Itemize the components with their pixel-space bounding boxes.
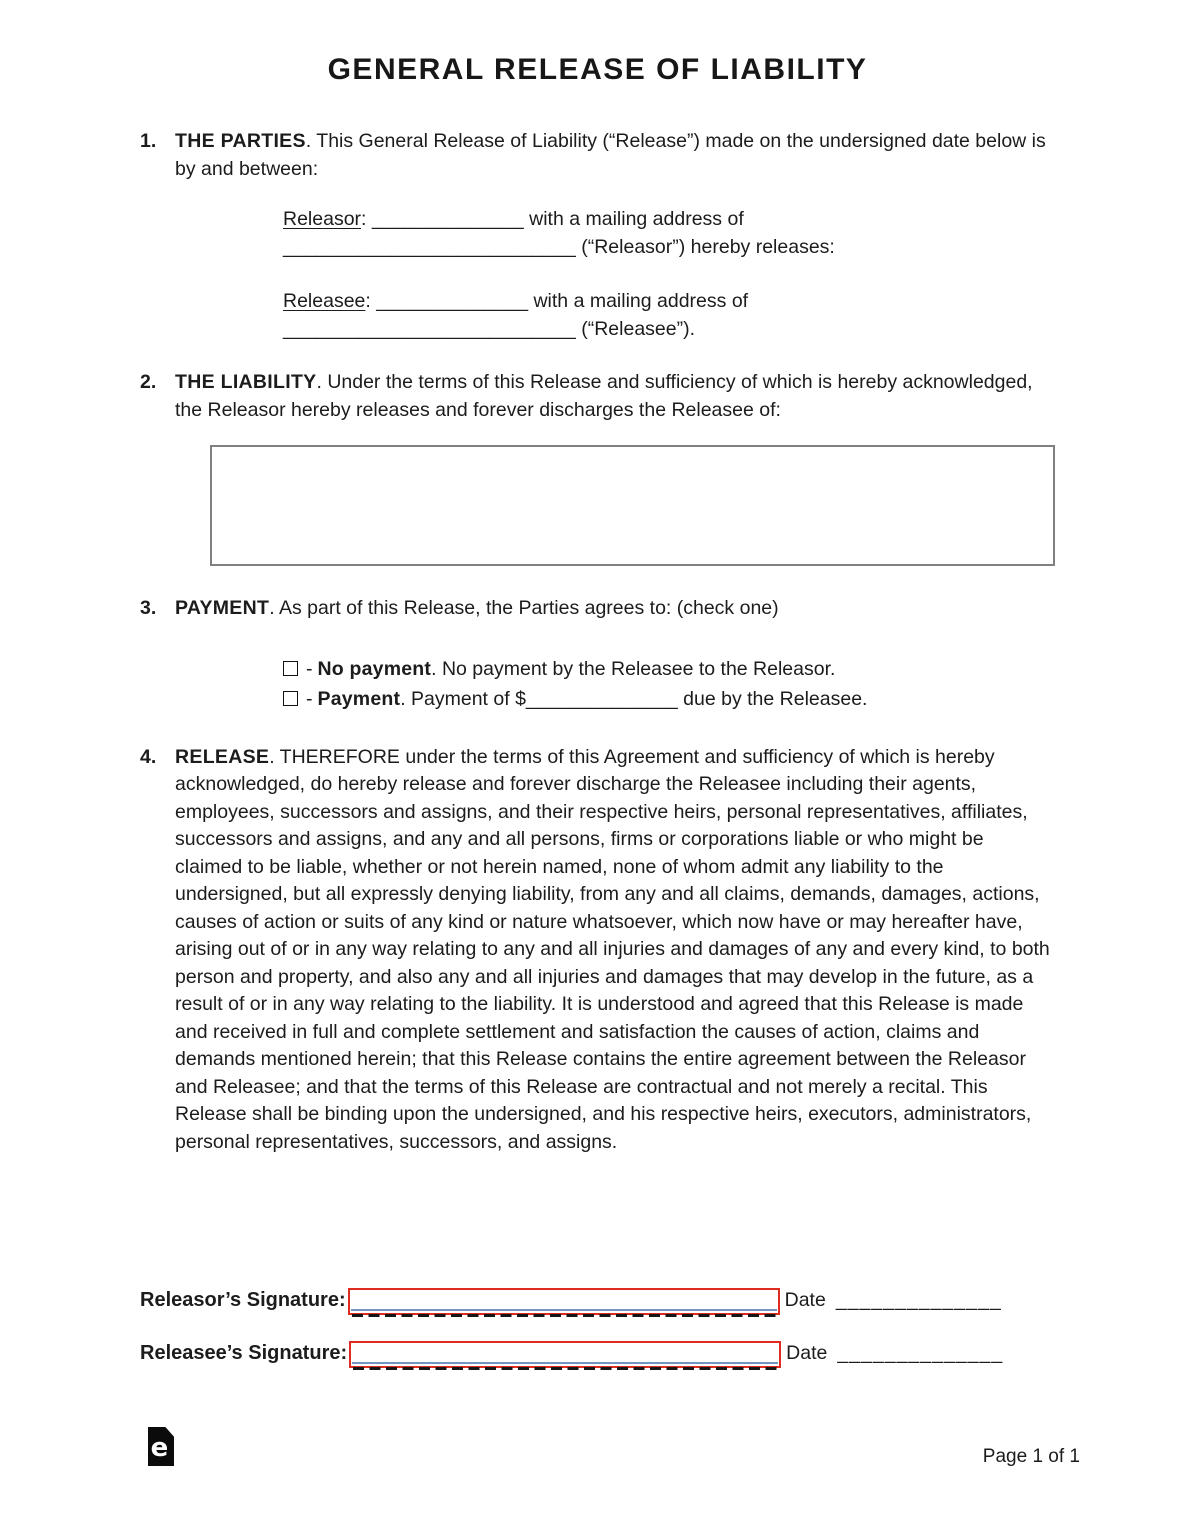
releasee-name-blank: : ______________ with a mailing address of	[365, 290, 749, 312]
section-body-text: . Under the terms of this Release and sufficiency of which is hereby acknowledged, the Releasor hereby releases and forever discharges the Releasee of:	[175, 371, 1033, 421]
document-content	[140, 0, 1055, 1156]
releasee-signature-field[interactable]	[349, 1341, 781, 1368]
section-text	[175, 128, 1055, 183]
releasor-date-blank: ______________	[835, 1289, 1002, 1312]
section-body-text: . This General Release of Liability (“Release”) made on the undersigned date below is by and between:	[175, 130, 1046, 180]
page-number: Page 1 of 1	[982, 1446, 1080, 1467]
releasor-clause	[283, 205, 1055, 261]
option-text: No payment. No payment by the Releasee to the Releasor.	[317, 657, 836, 680]
section-heading: THE LIABILITY	[175, 371, 317, 393]
section-heading: RELEASE	[175, 745, 270, 768]
section-number: 2.	[140, 371, 157, 393]
releasee-label: Releasee	[283, 290, 366, 312]
releasor-signature-row	[140, 1285, 1080, 1317]
releasee-clause	[283, 287, 1055, 343]
section-text	[175, 744, 1055, 1157]
section-the-liability	[140, 369, 1055, 424]
option-payment	[283, 684, 1055, 714]
releasor-signature-field[interactable]	[348, 1288, 780, 1315]
section-text	[175, 369, 1055, 424]
option-text: Payment. Payment of $______________ due by the Releasee.	[317, 687, 868, 710]
section-text	[175, 595, 1055, 623]
signature-underscore-line	[352, 1314, 776, 1317]
eforms-logo-letter: e	[150, 1433, 169, 1463]
releasor-label: Releasor	[283, 208, 362, 230]
date-label: Date	[784, 1289, 826, 1312]
option-dash: -	[306, 657, 313, 680]
section-payment	[140, 595, 1055, 623]
releasor-line1	[283, 205, 1055, 233]
option-dash: -	[306, 687, 313, 710]
section-number: 3.	[140, 597, 157, 619]
releasor-signature-label: Releasor’s Signature:	[140, 1289, 346, 1312]
releasor-address-blank: ___________________________ (“Releasor”) hereby releases:	[283, 236, 835, 258]
section-the-parties	[140, 128, 1055, 183]
payment-options	[283, 654, 1055, 714]
option-no-payment	[283, 654, 1055, 684]
section-heading: PAYMENT	[175, 597, 270, 619]
date-label: Date	[786, 1342, 828, 1365]
section-number: 4.	[140, 745, 157, 768]
releasee-date-blank: ______________	[837, 1342, 1004, 1365]
releasee-signature-label: Releasee’s Signature:	[140, 1342, 348, 1365]
eforms-logo-icon[interactable]	[148, 1427, 174, 1466]
no-payment-checkbox-icon[interactable]	[283, 661, 298, 676]
section-release	[140, 744, 1055, 1157]
releasee-signature-row	[140, 1338, 1080, 1370]
releasee-address-blank: ___________________________ (“Releasee”).	[283, 318, 696, 340]
payment-checkbox-icon[interactable]	[283, 691, 298, 706]
releasee-line1	[283, 287, 1055, 315]
signature-block	[140, 1285, 1080, 1370]
section-body-text: . THEREFORE under the terms of this Agreement and sufficiency of which is hereby acknowledged, do hereby release and forever discharge the Releasee including their agents, employees, successors and assigns, and their respective heirs, personal representatives, affiliates, successors and assigns, and any and all persons, firms or corporations liable or who might be claimed to be liable, whether or not herein named, none of whom admit any liability to the undersigned, but all expressly denying liability, from any and all claims, demands, damages, actions, causes of action or suits of any kind or nature whatsoever, which now have or may hereafter have, arising out of or in any way relating to any and all injuries and damages of any and every kind, to both person and property, and also any and all injuries and damages that may develop in the future, as a result of or in any way relating to the liability. It is understood and agreed that this Release is made and received in full and complete settlement and satisfaction the causes of action, claims and demands mentioned herein; that this Release contains the entire agreement between the Releasor and Releasee; and that the terms of this Release are contractual and not merely a recital. This Release shall be binding upon the undersigned, and his respective heirs, executors, administrators, personal representatives, successors, and assigns.	[175, 745, 1050, 1153]
section-heading: THE PARTIES	[175, 130, 306, 152]
signature-underline	[351, 1309, 777, 1311]
section-body-text: . As part of this Release, the Parties agrees to: (check one)	[269, 597, 779, 619]
page-title: GENERAL RELEASE OF LIABILITY	[327, 53, 868, 86]
signature-underscore-line	[353, 1367, 777, 1370]
section-number: 1.	[140, 130, 157, 152]
liability-description-box[interactable]	[210, 445, 1055, 566]
releasor-name-blank: : ______________ with a mailing address of	[361, 208, 744, 230]
signature-underline	[352, 1362, 778, 1364]
